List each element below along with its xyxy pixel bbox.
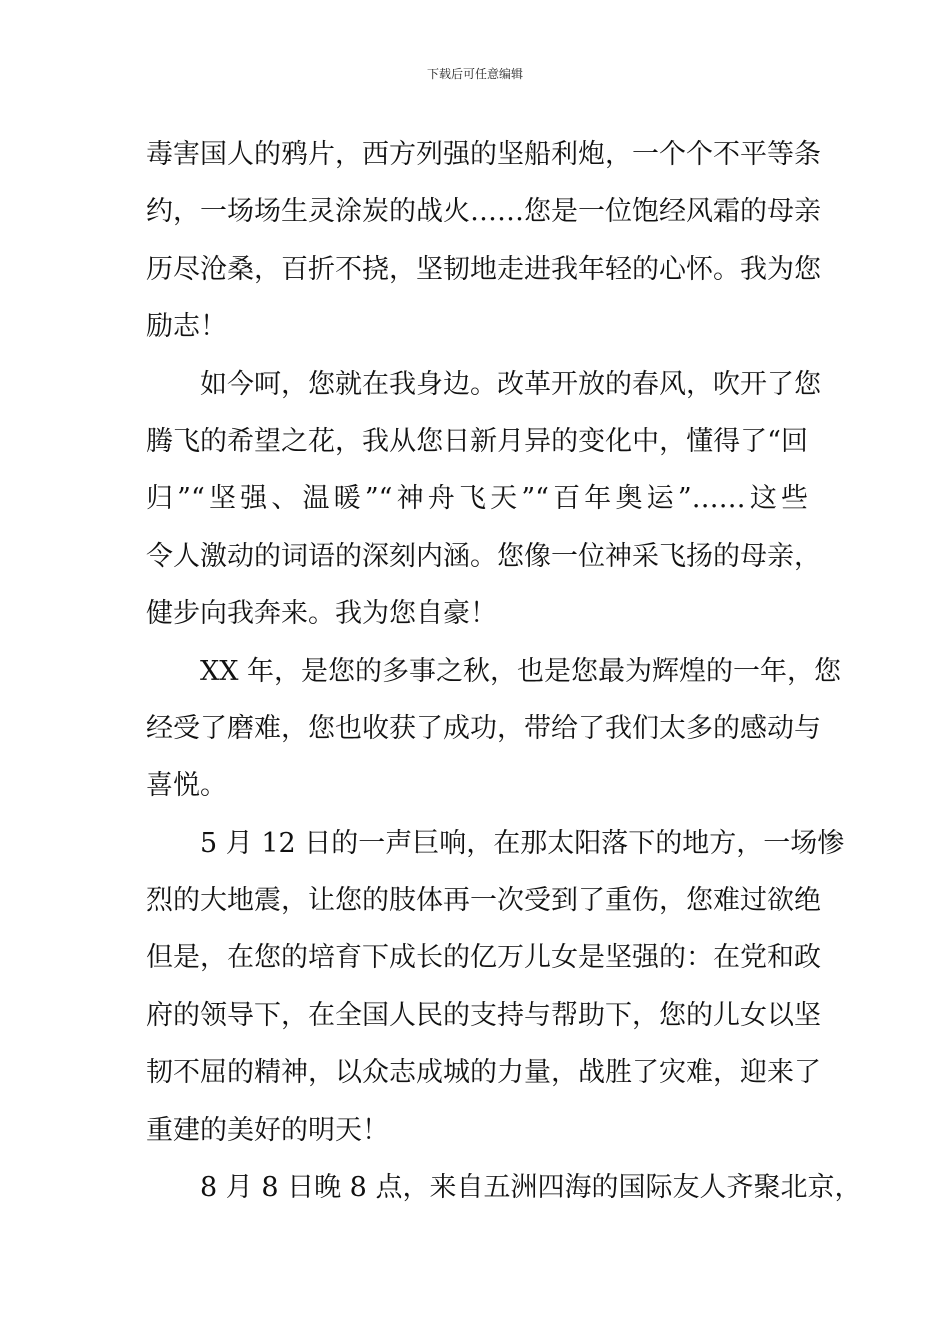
text-line: 毒害国人的鸦片，西方列强的坚船利炮，一个个不平等条 xyxy=(146,139,821,170)
text-line: 约，一场场生灵涂炭的战火……您是一位饱经风霜的母亲 xyxy=(146,196,821,228)
text-line: 令人激动的词语的深刻内涵。您像一位神采飞扬的母亲， xyxy=(146,540,821,572)
body-text xyxy=(146,126,862,1216)
text-line: 历尽沧桑，百折不挠，坚韧地走进我年轻的心怀。我为您 xyxy=(146,253,821,285)
text-line: 但是，在您的培育下成长的亿万儿女是坚强的：在党和政 xyxy=(146,942,821,974)
text-line: XX 年，是您的多事之秋，也是您最为辉煌的一年，您 xyxy=(200,655,842,687)
text-line: 韧不屈的精神，以众志成城的力量，战胜了灾难，迎来了 xyxy=(146,1057,821,1089)
text-line: 健步向我奔来。我为您自豪！ xyxy=(146,598,497,630)
text-line: 腾飞的希望之花，我从您日新月异的变化中，懂得了“回 xyxy=(146,425,808,457)
text-line: 喜悦。 xyxy=(146,770,227,802)
text-line: 8 月 8 日晚 8 点，来自五洲四海的国际友人齐聚北京， xyxy=(200,1172,862,1204)
text-line: 励志！ xyxy=(146,311,227,343)
page-header: 下载后可任意编辑 xyxy=(426,67,523,81)
text-line: 如今呵，您就在我身边。改革开放的春风，吹开了您 xyxy=(200,368,821,400)
text-line: 归”“坚强、温暖”“神舟飞天”“百年奥运”……这些 xyxy=(146,483,808,515)
text-line: 府的领导下，在全国人民的支持与帮助下，您的儿女以坚 xyxy=(146,999,821,1031)
text-line: 烈的大地震，让您的肢体再一次受到了重伤，您难过欲绝 xyxy=(146,885,821,917)
text-line: 5 月 12 日的一声巨响，在那太阳落下的地方，一场惨 xyxy=(200,827,845,859)
text-line: 重建的美好的明天！ xyxy=(146,1114,389,1146)
text-line: 经受了磨难，您也收获了成功，带给了我们太多的感动与 xyxy=(146,712,821,744)
